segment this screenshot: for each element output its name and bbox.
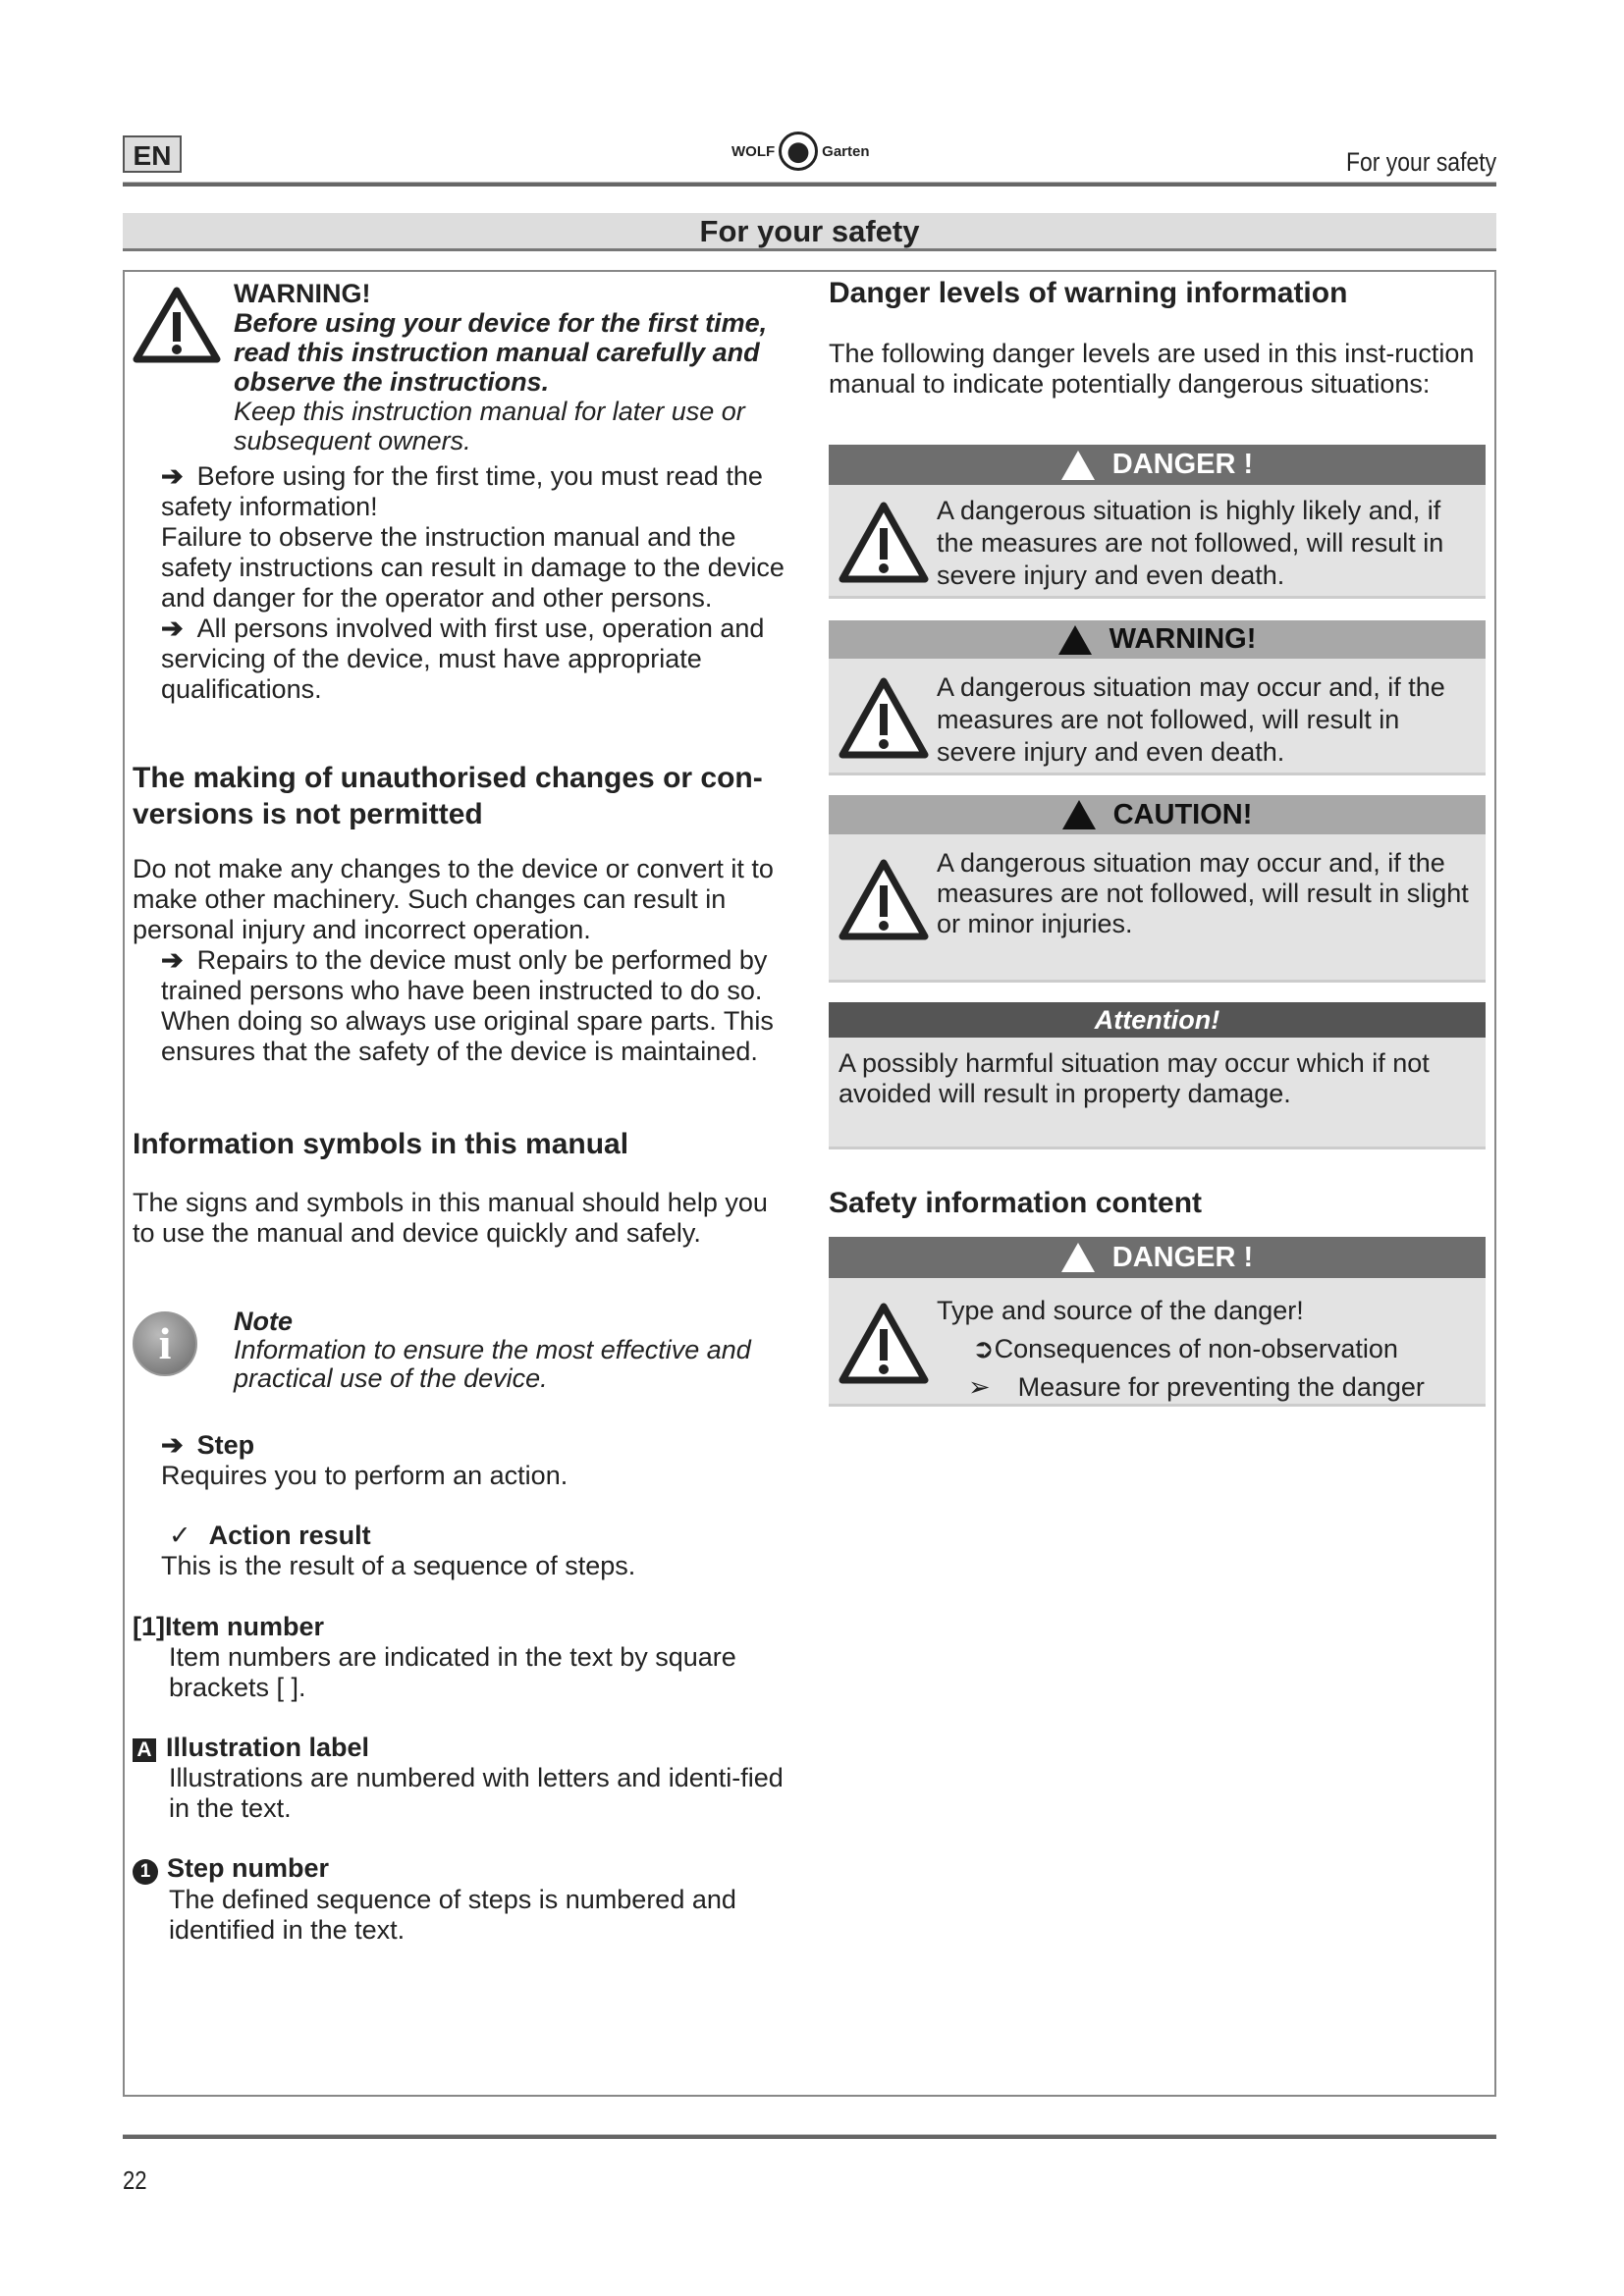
note-text: Information to ensure the most effective and practical use of the device. bbox=[234, 1335, 751, 1393]
illustration-title: Illustration label bbox=[166, 1733, 370, 1762]
warning-triangle-icon bbox=[839, 676, 929, 759]
warning-bold-text: Before using your device for the first time, read this instruction manual carefully and observe the instructions. bbox=[234, 308, 768, 397]
step-title: Step bbox=[196, 1430, 255, 1460]
arrow-icon: ➔ bbox=[161, 461, 184, 491]
danger-header bbox=[829, 445, 1486, 485]
bullet-text: Before using for the first time, you must read the safety information! bbox=[161, 461, 763, 521]
caution-box bbox=[829, 834, 1486, 983]
warning-header bbox=[829, 620, 1486, 659]
action-text: This is the result of a sequence of steps. bbox=[161, 1551, 636, 1580]
step-number-badge-icon: 1 bbox=[133, 1859, 158, 1885]
info-icon: i bbox=[133, 1311, 197, 1376]
content-lines bbox=[937, 1292, 1480, 1407]
warning-italic-text: Keep this instruction manual for later use or subsequent owners. bbox=[234, 397, 745, 455]
item-number-block bbox=[133, 1612, 800, 1703]
warning-triangle-icon bbox=[839, 1302, 929, 1384]
section-heading-content: Safety information content bbox=[829, 1187, 1203, 1219]
content-danger-header bbox=[829, 1237, 1486, 1278]
measure-text: Measure for preventing the danger bbox=[1017, 1372, 1425, 1402]
warning-triangle-icon bbox=[839, 501, 929, 583]
warning-box bbox=[829, 659, 1486, 775]
illustration-text: Illustrations are numbered with letters and identi-fied in the text. bbox=[169, 1763, 784, 1823]
content-danger-box bbox=[829, 1278, 1486, 1407]
brand-logo bbox=[731, 132, 870, 171]
attention-header: Attention! bbox=[829, 1002, 1486, 1038]
bullet-text: Repairs to the device must only be performed by trained persons who have been instructed to do so. When doing so always use original spare parts. This ensures that the safety of the device is maintained. bbox=[161, 945, 774, 1066]
note-title: Note bbox=[234, 1307, 293, 1336]
footer-divider bbox=[123, 2134, 1496, 2139]
checkmark-icon: ✓ bbox=[169, 1521, 191, 1550]
item-title: [1]Item number bbox=[133, 1612, 325, 1641]
page-title: For your safety bbox=[123, 213, 1496, 251]
action-title: Action result bbox=[208, 1521, 371, 1550]
section-heading-levels: Danger levels of warning information bbox=[829, 277, 1348, 309]
attention-box bbox=[829, 1038, 1486, 1149]
logo-text-right: Garten bbox=[822, 142, 870, 160]
warning-label: WARNING! bbox=[1109, 623, 1257, 655]
paragraph: The signs and symbols in this manual should help you to use the manual and device quickly and safely. bbox=[133, 1188, 768, 1248]
caution-text: A dangerous situation may occur and, if the measures are not followed, will result in slight or minor injuries. bbox=[937, 848, 1469, 938]
attention-text: A possibly harmful situation may occur which if not avoided will result in property damage. bbox=[839, 1048, 1430, 1108]
logo-text-left: WOLF bbox=[731, 142, 776, 160]
stepnum-title: Step number bbox=[167, 1853, 330, 1883]
section-label: For your safety bbox=[1345, 147, 1496, 177]
warning-triangle-icon bbox=[133, 287, 221, 363]
warning-small-icon bbox=[1061, 451, 1095, 480]
section-heading-changes: The making of unauthorised changes or con-versions is not permitted bbox=[133, 762, 763, 830]
warning-triangle-icon bbox=[839, 858, 929, 940]
header-divider bbox=[123, 182, 1496, 187]
bullet-text: All persons involved with first use, operation and servicing of the device, must have appropriate qualifications. bbox=[161, 614, 765, 704]
caution-header bbox=[829, 795, 1486, 834]
caution-label: CAUTION! bbox=[1112, 798, 1253, 830]
step-block bbox=[161, 1430, 568, 1491]
danger-label: DANGER ! bbox=[1111, 449, 1254, 480]
stepnum-text: The defined sequence of steps is numbered and identified in the text. bbox=[169, 1885, 736, 1945]
step-text: Requires you to perform an action. bbox=[161, 1461, 568, 1490]
item-text: Item numbers are indicated in the text by square brackets [ ]. bbox=[169, 1642, 736, 1702]
chevron-arrow-icon: ➢ bbox=[968, 1372, 991, 1402]
content-danger-label: DANGER ! bbox=[1111, 1241, 1254, 1273]
illustration-label-block bbox=[133, 1733, 800, 1824]
warning-notice bbox=[234, 279, 803, 455]
step-number-block bbox=[133, 1853, 800, 1946]
section-heading-symbols: Information symbols in this manual bbox=[133, 1128, 629, 1160]
danger-source-text: Type and source of the danger! bbox=[937, 1296, 1304, 1325]
illustration-badge-icon: A bbox=[133, 1738, 156, 1762]
warning-small-icon bbox=[1058, 625, 1092, 655]
action-result-block bbox=[161, 1521, 635, 1581]
note-block bbox=[234, 1308, 813, 1393]
arrow-icon: ➔ bbox=[161, 945, 184, 975]
language-badge: EN bbox=[123, 135, 182, 173]
page-number: 22 bbox=[123, 2165, 147, 2195]
changes-section bbox=[133, 854, 810, 1067]
warning-text: A dangerous situation may occur and, if the measures are not followed, will result in severe injury and even death. bbox=[937, 672, 1445, 767]
danger-box bbox=[829, 485, 1486, 599]
circle-arrow-icon: ➲ bbox=[972, 1334, 995, 1363]
arrow-icon: ➔ bbox=[161, 614, 184, 643]
danger-text: A dangerous situation is highly likely and, if the measures are not followed, will result in severe injury and even death. bbox=[937, 496, 1444, 590]
wolf-head-icon bbox=[779, 132, 818, 171]
arrow-icon: ➔ bbox=[161, 1430, 184, 1460]
warning-small-icon bbox=[1061, 1243, 1095, 1272]
safety-intro bbox=[161, 461, 829, 705]
consequences-text: Consequences of non-observation bbox=[994, 1334, 1398, 1363]
paragraph: Failure to observe the instruction manual and the safety instructions can result in damage to the device and danger for the operator and other persons. bbox=[161, 522, 785, 613]
paragraph: The following danger levels are used in this inst-ruction manual to indicate potentially dangerous situations: bbox=[829, 339, 1475, 399]
warning-title: WARNING! bbox=[234, 279, 371, 308]
paragraph: Do not make any changes to the device or convert it to make other machinery. Such changes can result in personal injury and incorrect operation. bbox=[133, 854, 774, 944]
warning-small-icon bbox=[1062, 800, 1096, 829]
